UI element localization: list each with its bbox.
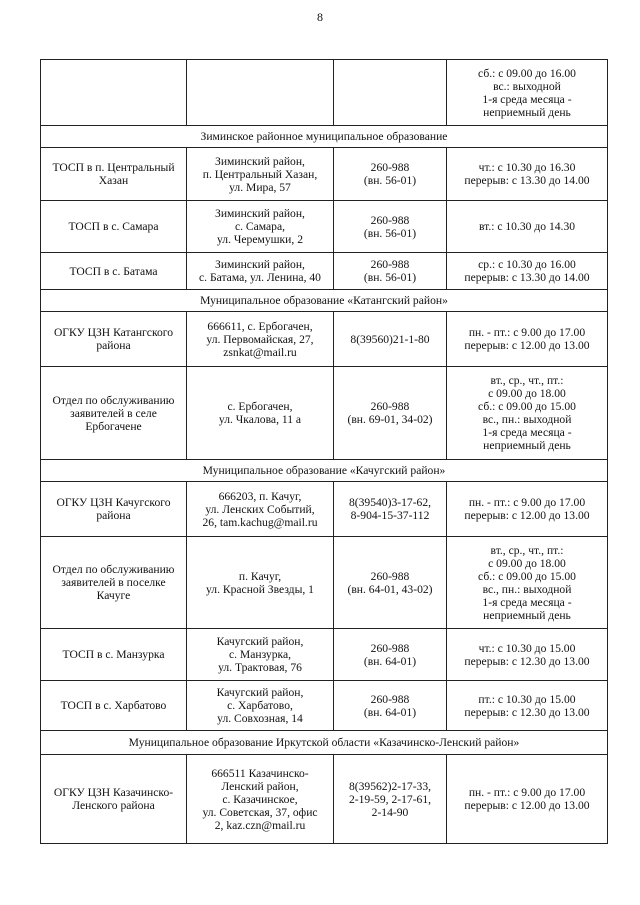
page-number: 8: [317, 10, 323, 24]
section-title: Муниципальное образование «Качугский район»: [41, 460, 608, 482]
schedule-text: вт., ср., чт., пт.: с 09.00 до 18.00 сб.: с 09.00 до 15.00 вс., пн.: выходной 1-я среда месяца - неприемный день: [478, 543, 576, 622]
office-name-cell: [41, 148, 187, 201]
phone-cell: [334, 482, 447, 537]
address-cell: [187, 755, 334, 844]
address-text: п. Качуг, ул. Красной Звезды, 1: [206, 569, 314, 596]
phone-text: 260-988 (вн. 64-01, 43-02): [347, 569, 433, 596]
schedule-cell: [447, 681, 608, 731]
phone-text: 260-988 (вн. 64-01): [363, 641, 417, 668]
schedule-text: пн. - пт.: с 9.00 до 17.00 перерыв: с 12.00 до 13.00: [464, 496, 590, 522]
section-header-row: [41, 290, 608, 312]
schedule-text: вт., ср., чт., пт.: с 09.00 до 18.00 сб.: с 09.00 до 15.00 вс., пн.: выходной 1-я среда месяца - неприемный день: [478, 374, 576, 452]
section-header-row: [41, 460, 608, 482]
office-name-text: ОГКУ ЦЗН Катангского района: [53, 326, 174, 352]
schedule-text: чт.: с 10.30 до 15.00 перерыв: с 12.30 до 13.00: [464, 641, 590, 668]
schedule-cell: [447, 755, 608, 844]
office-name-text: ТОСП в с. Самара: [68, 220, 159, 233]
address-cell: [187, 537, 334, 629]
office-name-cell: [41, 681, 187, 731]
office-name-cell: [41, 537, 187, 629]
table-row: [41, 629, 608, 681]
phone-cell: [334, 537, 447, 629]
phone-text: 260-988 (вн. 56-01): [363, 258, 417, 284]
office-name-cell: [41, 629, 187, 681]
schedule-text: ср.: с 10.30 до 16.00 перерыв: с 13.30 до 14.00: [464, 258, 590, 284]
office-name-cell: [41, 367, 187, 460]
office-name-cell: [41, 482, 187, 537]
table-row: [41, 253, 608, 290]
address-text: 666511 Казачинско- Ленский район, с. Казачинское, ул. Советская, 37, офис 2, kaz.czn@mail.ru: [202, 766, 318, 832]
address-cell: [187, 367, 334, 460]
section-header-row: [41, 126, 608, 148]
office-name-cell: [41, 201, 187, 253]
section-title: Муниципальное образование Иркутской области «Казачинско-Ленский район»: [41, 731, 608, 755]
address-cell: [187, 312, 334, 367]
office-name-text: ТОСП в п. Центральный Хазан: [52, 161, 175, 187]
table-body: [41, 60, 608, 844]
address-text: с. Ербогачен, ул. Чкалова, 11 а: [218, 400, 302, 426]
schedule-cell: [447, 367, 608, 460]
table-row: [41, 148, 608, 201]
table-row: [41, 482, 608, 537]
table-row: [41, 755, 608, 844]
phone-cell: [334, 629, 447, 681]
schedule-text: сб.: с 09.00 до 16.00 вс.: выходной 1-я среда месяца - неприемный день: [478, 66, 576, 119]
section-title: Зиминское районное муниципальное образование: [41, 126, 608, 148]
office-name-text: ОГКУ ЦЗН Казачинско- Ленского района: [53, 786, 174, 812]
office-name-text: ТОСП в с. Манзурка: [62, 648, 165, 661]
schedule-cell: [447, 60, 608, 126]
table-row: [41, 537, 608, 629]
phone-text: 260-988 (вн. 64-01): [363, 692, 417, 719]
phone-text: 8(39540)3-17-62, 8-904-15-37-112: [348, 496, 432, 522]
office-name-text: Отдел по обслуживанию заявителей в селе Ербогачене: [52, 393, 175, 433]
schedule-text: пт.: с 10.30 до 15.00 перерыв: с 12.30 до 13.00: [464, 692, 590, 719]
office-name-text: ТОСП в с. Батама: [69, 264, 158, 278]
address-cell: [187, 60, 334, 126]
office-name-cell: [41, 253, 187, 290]
schedule-text: чт.: с 10.30 до 16.30 перерыв: с 13.30 до 14.00: [464, 161, 590, 187]
office-name-cell: [41, 312, 187, 367]
phone-cell: [334, 253, 447, 290]
section-header-row: [41, 731, 608, 755]
phone-cell: [334, 312, 447, 367]
phone-cell: [334, 201, 447, 253]
table-row: [41, 312, 608, 367]
office-name-cell: [41, 755, 187, 844]
schedule-cell: [447, 537, 608, 629]
schedule-cell: [447, 629, 608, 681]
table-row: [41, 681, 608, 731]
section-title: Муниципальное образование «Катангский район»: [41, 290, 608, 312]
address-text: Зиминский район, с. Батама, ул. Ленина, 40: [199, 258, 321, 284]
phone-text: 260-988 (вн. 69-01, 34-02): [347, 400, 433, 426]
schedule-cell: [447, 482, 608, 537]
office-name-cell: [41, 60, 187, 126]
phone-cell: [334, 681, 447, 731]
office-name-text: ОГКУ ЦЗН Качугского района: [56, 496, 171, 522]
schedule-cell: [447, 312, 608, 367]
office-name-text: Отдел по обслуживанию заявителей в поселке Качуге: [52, 563, 175, 602]
schedule-cell: [447, 148, 608, 201]
schedule-text: пн. - пт.: с 9.00 до 17.00 перерыв: с 12.00 до 13.00: [464, 786, 590, 812]
schedule-cell: [447, 201, 608, 253]
phone-text: 260-988 (вн. 56-01): [363, 161, 417, 187]
office-name-text: ТОСП в с. Харбатово: [60, 699, 167, 712]
address-text: Зиминский район, с. Самара, ул. Черемушки, 2: [215, 207, 305, 246]
address-cell: [187, 253, 334, 290]
phone-cell: [334, 60, 447, 126]
schedule-text: вт.: с 10.30 до 14.30: [478, 220, 576, 233]
address-cell: [187, 681, 334, 731]
schedule-cell: [447, 253, 608, 290]
table-row: [41, 60, 608, 126]
address-text: Зиминский район, п. Центральный Хазан, ул. Мира, 57: [202, 154, 318, 194]
phone-cell: [334, 148, 447, 201]
phone-cell: [334, 367, 447, 460]
address-text: 666611, с. Ербогачен, ул. Первомайская, 27, zsnkat@mail.ru: [206, 319, 314, 359]
table-row: [41, 367, 608, 460]
address-text: Качугский район, с. Манзурка, ул. Трактовая, 76: [216, 635, 304, 674]
offices-table: [40, 59, 608, 844]
address-cell: [187, 629, 334, 681]
address-cell: [187, 201, 334, 253]
phone-text: 260-988 (вн. 56-01): [363, 213, 417, 240]
phone-text: 8(39562)2-17-33, 2-19-59, 2-17-61, 2-14-90: [348, 779, 432, 819]
address-text: Качугский район, с. Харбатово, ул. Совхозная, 14: [216, 686, 304, 725]
address-cell: [187, 148, 334, 201]
address-cell: [187, 482, 334, 537]
phone-text: 8(39560)21-1-80: [350, 332, 430, 346]
phone-cell: [334, 755, 447, 844]
schedule-text: пн. - пт.: с 9.00 до 17.00 перерыв: с 12.00 до 13.00: [464, 326, 590, 352]
address-text: 666203, п. Качуг, ул. Ленских Событий, 26, tam.kachug@mail.ru: [202, 489, 318, 529]
table-row: [41, 201, 608, 253]
